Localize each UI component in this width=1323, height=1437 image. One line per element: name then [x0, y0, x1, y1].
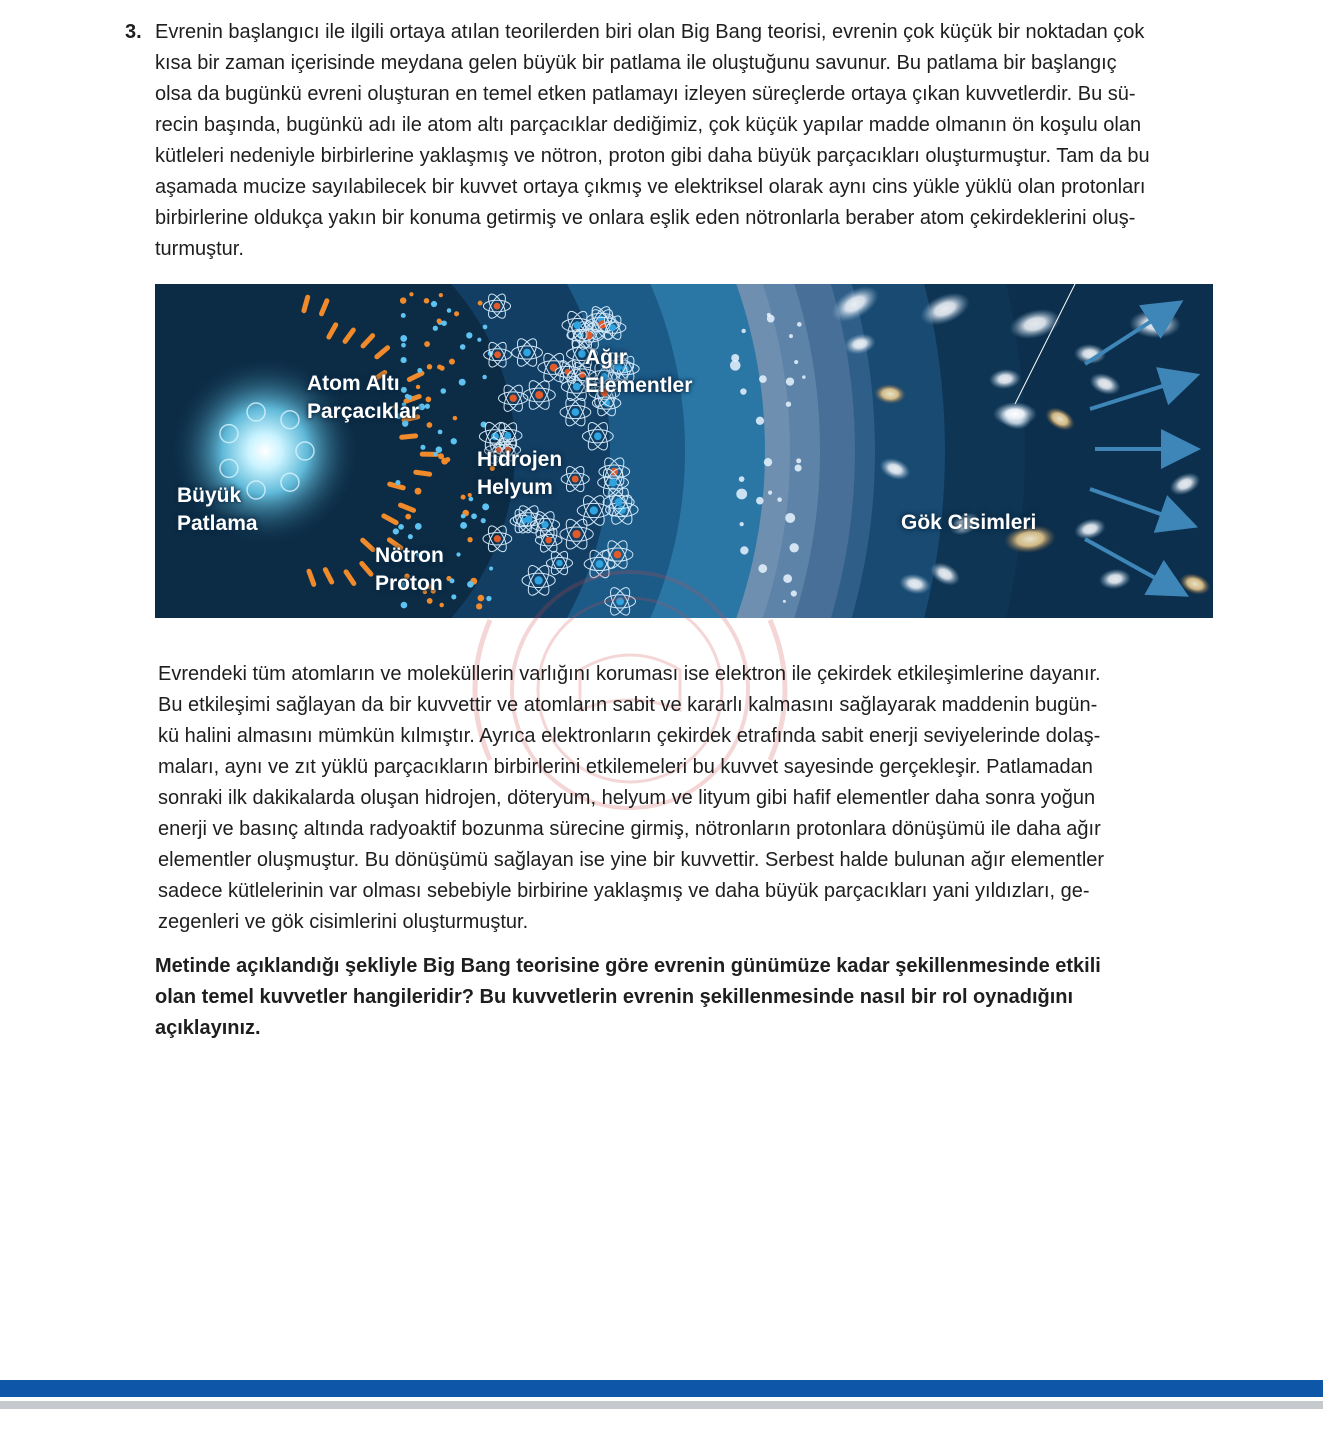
particle-dot [395, 480, 400, 485]
intro-line: kütleleri nedeniyle birbirlerine yaklaşmış ve nötron, proton gibi daha büyük parçacıkları oluşturmuştur. Tam da bu [155, 145, 1150, 167]
intro-line: turmuştur. [155, 238, 244, 260]
particle-dot [427, 598, 433, 604]
body-line: zegenleri ve gök cisimlerini oluşturmuştur. [158, 911, 529, 933]
particle-dot [431, 301, 437, 307]
question-line: açıklayınız. [155, 1017, 261, 1039]
particle-dot [425, 404, 430, 409]
particle-dot [451, 438, 457, 444]
atom-nucleus [572, 408, 580, 416]
footer-blue-bar [0, 1380, 1323, 1397]
particle-dot [467, 537, 472, 542]
star-dot [786, 377, 794, 385]
particle-dot [427, 364, 432, 369]
big-bang-diagram [155, 284, 1213, 618]
star-dot [740, 522, 744, 526]
atom-nucleus [615, 498, 623, 506]
label-text: Elementler [585, 374, 693, 397]
particle-dot [460, 344, 466, 350]
particle-dot [424, 298, 430, 304]
particle-dot [418, 404, 425, 411]
star-dot [797, 322, 802, 327]
body-line: enerji ve basınç altında radyoaktif bozunma sürecine girmiş, nötronların protonlara dönüşümü ile daha ağır [158, 818, 1101, 840]
spark-particle [416, 472, 430, 474]
label-text: Parçacıklar [307, 400, 420, 423]
particle-dot [401, 602, 408, 609]
particle-dot [433, 326, 438, 331]
atom-nucleus [614, 551, 622, 559]
particle-dot [441, 388, 447, 394]
intro-line: Evrenin başlangıcı ile ilgili ortaya atılan teorilerden biri olan Big Bang teorisi, evrenin çok küçük bir noktadan çok [155, 21, 1145, 43]
intro-paragraph [155, 17, 1215, 265]
star-dot [741, 329, 745, 333]
atom-nucleus [504, 432, 511, 439]
particle-dot [478, 595, 485, 602]
body-line: elementler oluşmuştur. Bu dönüşümü sağlayan ise yine bir kuvvettir. Serbest halde bulunan ağır elementler [158, 849, 1105, 871]
particle-dot [476, 603, 482, 609]
star-dot [802, 375, 805, 378]
atom-nucleus [525, 516, 533, 524]
label-text: Atom Altı [307, 372, 400, 395]
particle-dot [454, 311, 459, 316]
atom-nucleus [596, 560, 604, 568]
particle-dot [439, 603, 443, 607]
label-text: Proton [375, 572, 443, 595]
particle-dot [466, 332, 472, 338]
star-dot [777, 497, 782, 502]
star-dot [730, 360, 741, 371]
highlighted-galaxy [993, 402, 1037, 426]
particle-dot [405, 514, 411, 520]
star-dot [783, 574, 792, 583]
star-dot [791, 590, 797, 596]
atom-nucleus [534, 576, 542, 584]
particle-dot [400, 335, 407, 342]
label-heavy-elements [585, 344, 692, 400]
atom-nucleus [573, 383, 581, 391]
question-prompt [155, 951, 1215, 1044]
particle-dot [439, 366, 444, 371]
body-line: Bu etkileşimi sağlayan da bir kuvvettir ve atomların sabit ve kararlı kalmasını sağlayarak maddenin bugün- [158, 694, 1098, 716]
star-dot [740, 546, 748, 554]
body-line: sonraki ilk dakikalarda oluşan hidrojen, döteryum, helyum ve lityum gibi hafif elementler daha sonra yoğun [158, 787, 1096, 809]
particle-dot [478, 301, 483, 306]
particle-dot [456, 552, 460, 556]
atom-nucleus [494, 535, 501, 542]
spark-particle [390, 484, 404, 488]
particle-dot [400, 297, 406, 303]
particle-dot [424, 341, 430, 347]
star-dot [783, 600, 786, 603]
star-dot [756, 417, 764, 425]
particle-dot [441, 320, 446, 325]
question-line: Metinde açıklandığı şekliyle Big Bang teorisine göre evrenin günümüze kadar şekillenmesinde etkili [155, 955, 1101, 977]
star-dot [785, 513, 795, 523]
atom-nucleus [494, 303, 501, 310]
particle-dot [449, 359, 455, 365]
intro-line: birbirlerine oldukça yakın bir konuma getirmiş ve onlara eşlik eden nötronlarla beraber atom çekirdeklerini oluş- [155, 207, 1136, 229]
particle-dot [415, 488, 422, 495]
particle-dot [401, 343, 406, 348]
particle-dot [393, 528, 399, 534]
particle-dot [401, 313, 406, 318]
atom-nucleus [510, 395, 517, 402]
question-number: 3. [125, 21, 142, 43]
particle-dot [482, 503, 489, 510]
intro-line: olsa da bugünkü evreni oluşturan en temel etken patlamayı izleyen süreçlerde ortaya çıkan kuvvetlerdir. Bu sü- [155, 83, 1136, 105]
star-dot [789, 334, 793, 338]
particle-dot [439, 293, 443, 297]
atom-nucleus [494, 351, 501, 358]
particle-dot [451, 594, 456, 599]
label-big-bang [177, 482, 258, 538]
label-text: Patlama [177, 512, 258, 535]
star-dot [796, 458, 801, 463]
body-line: Evrendeki tüm atomların ve moleküllerin varlığını koruması ise elektron ile çekirdek etkileşimlerine dayanır. [158, 663, 1101, 685]
particle-dot [450, 578, 455, 583]
star-dot [764, 458, 772, 466]
star-dot [740, 388, 746, 394]
particle-dot [420, 445, 425, 450]
particle-dot [437, 319, 442, 324]
particle-dot [461, 495, 466, 500]
atom-nucleus [572, 530, 580, 538]
particle-dot [461, 514, 466, 519]
intro-line: recin başında, bugünkü adı ile atom altı parçacıklar dediğimiz, çok küçük yapılar madde olmanın ön koşulu olan [155, 114, 1142, 136]
question-line: olan temel kuvvetler hangileridir? Bu kuvvetlerin evrenin şekillenmesinde nasıl bir rol oynadığını [155, 986, 1074, 1008]
particle-dot [482, 375, 486, 379]
particle-dot [471, 513, 477, 519]
intro-line: kısa bir zaman içerisinde meydana gelen büyük bir patlama ile oluştuğunu savunur. Bu patlama bir başlangıç [155, 52, 1117, 74]
label-neutron-proton [375, 542, 444, 598]
label-celestial-bodies [901, 509, 1036, 537]
atom-nucleus [523, 349, 531, 357]
particle-dot [460, 522, 467, 529]
star-dot [736, 489, 747, 500]
particle-dot [398, 524, 404, 530]
label-text: Helyum [477, 476, 553, 499]
particle-dot [438, 430, 443, 435]
label-text: Gök Cisimleri [901, 511, 1037, 534]
atom-nucleus [616, 598, 624, 606]
star-dot [756, 497, 764, 505]
body-line: maları, aynı ve zıt yüklü parçacıkların birbirlerini etkilemeleri bu kuvvet sayesinde gerçekleşir. Patlamadan [158, 756, 1093, 778]
particle-dot [426, 397, 432, 403]
star-dot [795, 464, 802, 471]
particle-dot [489, 567, 493, 571]
star-dot [759, 375, 767, 383]
particle-dot [453, 416, 458, 421]
label-subatomic-particles [307, 370, 419, 426]
particle-dot [433, 452, 437, 456]
star-dot [789, 543, 798, 552]
atom-nucleus [550, 364, 558, 372]
star-dot [739, 476, 745, 482]
label-text: Ağır [585, 346, 627, 369]
label-text: Hidrojen [477, 448, 563, 471]
atom-nucleus [594, 432, 602, 440]
label-hydrogen-helium [477, 446, 562, 502]
body-line: sadece kütlelerinin var olması sebebiyle birbirine yaklaşmış ve daha büyük parçacıkları yani yıldızları, ge- [158, 880, 1090, 902]
atom-nucleus [609, 479, 617, 487]
particle-dot [415, 523, 422, 530]
atom-nucleus [545, 537, 552, 544]
footer-gray-bar [0, 1401, 1323, 1409]
particle-dot [477, 338, 481, 342]
particle-dot [408, 534, 413, 539]
star-dot [786, 402, 791, 407]
particle-dot [481, 518, 486, 523]
atom-nucleus [574, 321, 582, 329]
label-text: Büyük [177, 484, 242, 507]
particle-dot [401, 357, 407, 363]
atom-nucleus [609, 324, 616, 331]
body-paragraph [158, 659, 1213, 938]
particle-dot [409, 292, 413, 296]
body-line: kü halini almasını mümkün kılmıştır. Ayrıca elektronların çekirdek etrafında sabit enerji seviyelerinde dolaş- [158, 725, 1101, 747]
particle-dot [436, 446, 443, 453]
particle-dot [469, 497, 474, 502]
particle-dot [438, 453, 444, 459]
particle-dot [467, 581, 474, 588]
spark-particle [402, 436, 416, 437]
atom-nucleus [556, 560, 563, 567]
particle-dot [447, 308, 451, 312]
intro-line: aşamada mucize sayılabilecek bir kuvvet ortaya çıkmış ve elektriksel olarak aynı cins yükle yüklü olan protonları [155, 176, 1146, 198]
star-dot [767, 313, 771, 317]
star-dot [758, 564, 767, 573]
atom-nucleus [535, 391, 543, 399]
particle-dot [427, 422, 433, 428]
particle-dot [483, 325, 488, 330]
star-dot [794, 360, 798, 364]
label-text: Nötron [375, 544, 444, 567]
star-dot [768, 491, 772, 495]
particle-dot [468, 493, 472, 497]
big-bang-illustration [155, 284, 1213, 618]
atom-nucleus [590, 506, 598, 514]
particle-dot [459, 379, 466, 386]
particle-dot [486, 596, 491, 601]
atom-nucleus [572, 476, 579, 483]
